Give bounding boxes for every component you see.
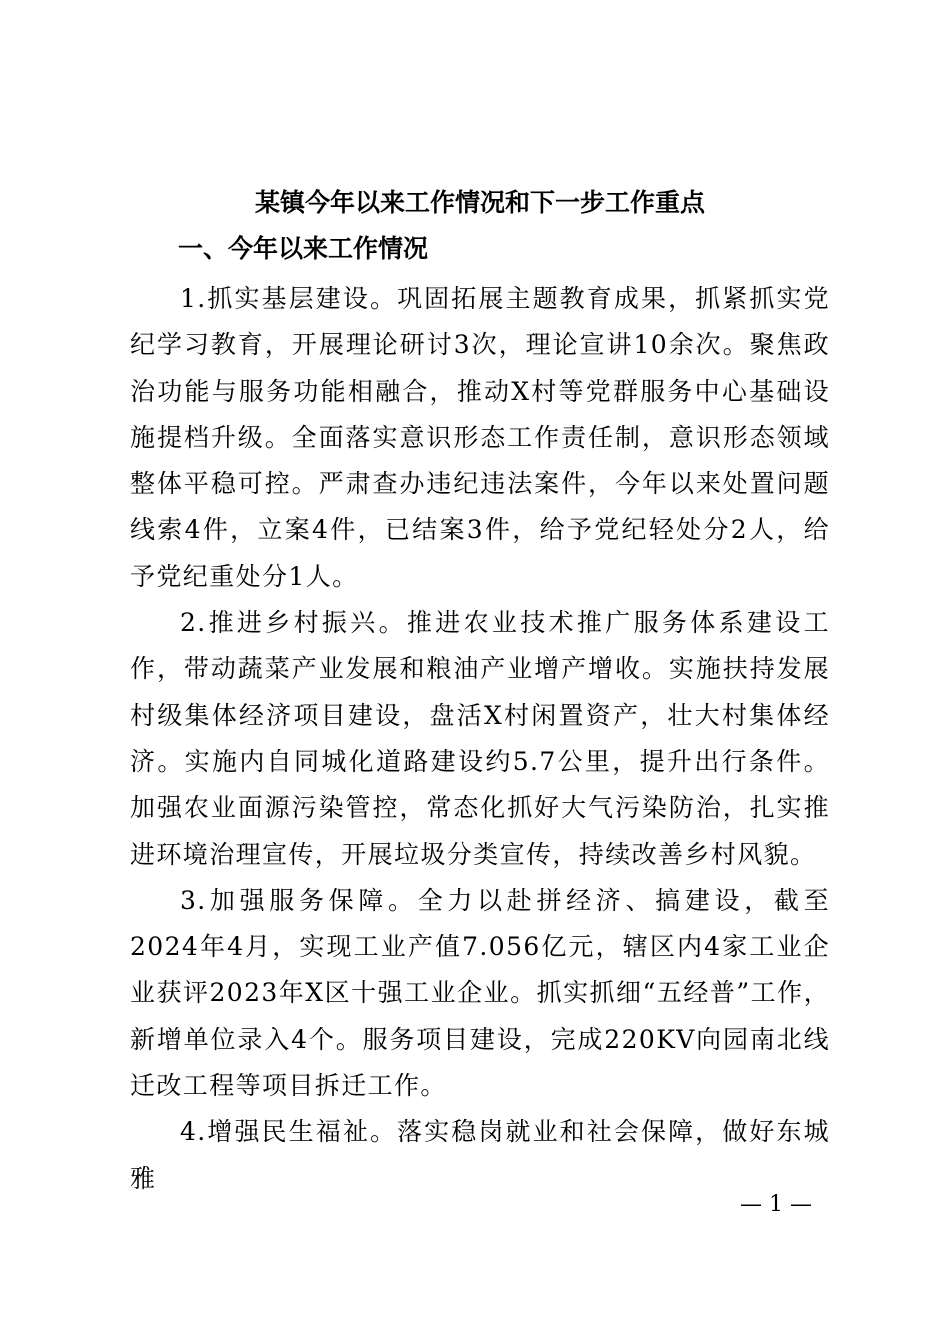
section-heading: 一、今年以来工作情况 — [178, 234, 429, 263]
paragraph-2: 2.推进乡村振兴。推进农业技术推广服务体系建设工作，带动蔬菜产业发展和粮油产业增产增收。实施扶持发展村级集体经济项目建设，盘活X村闲置资产，壮大村集体经济。实施内自同城化道路建设约5.7公里，提升出行条件。加强农业面源污染管控，常态化抓好大气污染防治，扎实推进环境治理宣传，开展垃圾分类宣传，持续改善乡村风貌。 — [130, 608, 830, 869]
page-number: — 1 — — [740, 1192, 812, 1217]
paragraph-4: 4.增强民生福祉。落实稳岗就业和社会保障，做好东城雅 — [130, 1117, 830, 1193]
paragraph-1: 1.抓实基层建设。巩固拓展主题教育成果，抓紧抓实党纪学习教育，开展理论研讨3次，理论宣讲10余次。聚焦政治功能与服务功能相融合，推动X村等党群服务中心基础设施提档升级。全面落实意识形态工作责任制，意识形态领域整体平稳可控。严肃查办违纪违法案件，今年以来处置问题线索4件，立案4件，已结案3件，给予党纪轻处分2人，给予党纪重处分1人。 — [130, 284, 830, 591]
body-text — [130, 276, 830, 1202]
document-title: 某镇今年以来工作情况和下一步工作重点 — [254, 188, 705, 217]
paragraph-3: 3.加强服务保障。全力以赴拼经济、搞建设，截至2024年4月，实现工业产值7.056亿元，辖区内4家工业企业获评2023年X区十强工业企业。抓实抓细“五经普”工作，新增单位录入4个。服务项目建设，完成220KV向园南北线迁改工程等项目拆迁工作。 — [130, 885, 830, 1101]
